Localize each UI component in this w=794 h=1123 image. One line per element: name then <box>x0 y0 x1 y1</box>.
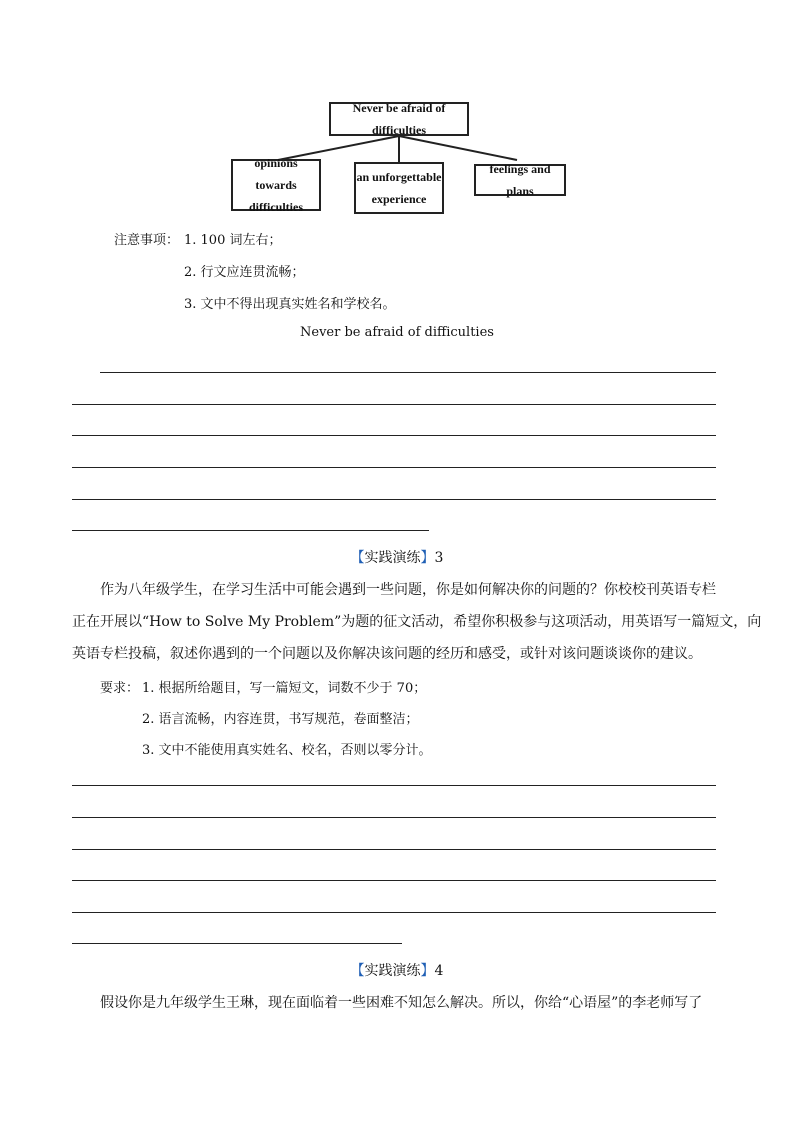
writing-line[interactable] <box>72 530 429 531</box>
requirement-item-3: 3. 文中不能使用真实姓名、校名，否则以零分计。 <box>142 743 432 758</box>
diagram-node-opinions-line2: difficulties <box>249 200 303 214</box>
notes-item-3: 3. 文中不得出现真实姓名和学校名。 <box>184 297 396 312</box>
diagram-root-label: Never be afraid of difficulties <box>352 101 446 137</box>
section3-paragraph-line-3: 英语专栏投稿，叙述你遇到的一个问题以及你解决该问题的经历和感受，或针对该问题谈谈你的建议。 <box>72 646 702 662</box>
writing-line[interactable] <box>72 943 402 944</box>
diagram-node-experience-line2: experience <box>371 192 427 206</box>
notes-item-2: 2. 行文应连贯流畅； <box>184 265 305 280</box>
diagram-node-feelings <box>474 164 566 196</box>
writing-line[interactable] <box>72 785 716 786</box>
writing-line[interactable] <box>100 372 716 373</box>
section4-heading <box>0 960 794 980</box>
writing-line[interactable] <box>72 912 716 913</box>
section4-bracket-open: 【 <box>350 963 365 979</box>
section3-bracket-close: 】 <box>420 550 435 566</box>
essay-title: Never be afraid of difficulties <box>300 325 494 340</box>
section3-paragraph-line-2: 正在开展以“How to Solve My Problem”为题的征文活动，希望你积极参与这项活动，用英语写一篇短文，向 <box>72 614 762 630</box>
writing-line[interactable] <box>72 817 716 818</box>
section3-number: 3 <box>434 550 444 566</box>
section3-bracket-open: 【 <box>350 550 365 566</box>
writing-line[interactable] <box>72 404 716 405</box>
writing-line[interactable] <box>72 435 716 436</box>
notes-item-1: 1. 100 词左右； <box>184 233 282 248</box>
diagram-node-experience-line1: an unforgettable <box>356 170 442 184</box>
diagram-root-node <box>329 102 469 136</box>
diagram-node-opinions-line1: opinions towards <box>254 156 298 192</box>
writing-line[interactable] <box>72 499 716 500</box>
requirement-item-1: 1. 根据所给题目，写一篇短文，词数不少于 70； <box>142 681 427 696</box>
diagram-node-feelings-label: feelings and plans <box>489 162 551 198</box>
section3-title: 实践演练 <box>364 550 421 566</box>
writing-line[interactable] <box>72 467 716 468</box>
section3-heading <box>0 547 794 567</box>
section4-title: 实践演练 <box>364 963 421 979</box>
notes-label: 注意事项： <box>114 233 180 248</box>
writing-line[interactable] <box>72 880 716 881</box>
requirement-item-2: 2. 语言流畅，内容连贯，书写规范，卷面整洁； <box>142 712 419 727</box>
section4-number: 4 <box>434 963 444 979</box>
diagram-node-opinions <box>231 156 321 214</box>
section4-bracket-close: 】 <box>420 963 435 979</box>
section3-paragraph-line-1: 作为八年级学生，在学习生活中可能会遇到一些问题，你是如何解决你的问题的？你校校刊英语专栏 <box>100 582 716 598</box>
diagram-node-experience <box>354 162 444 214</box>
requirements-label: 要求： <box>100 681 140 696</box>
section4-paragraph-line-1: 假设你是九年级学生王琳，现在面临着一些困难不知怎么解决。所以，你给“心语屋”的李老师写了 <box>100 995 703 1011</box>
writing-line[interactable] <box>72 849 716 850</box>
